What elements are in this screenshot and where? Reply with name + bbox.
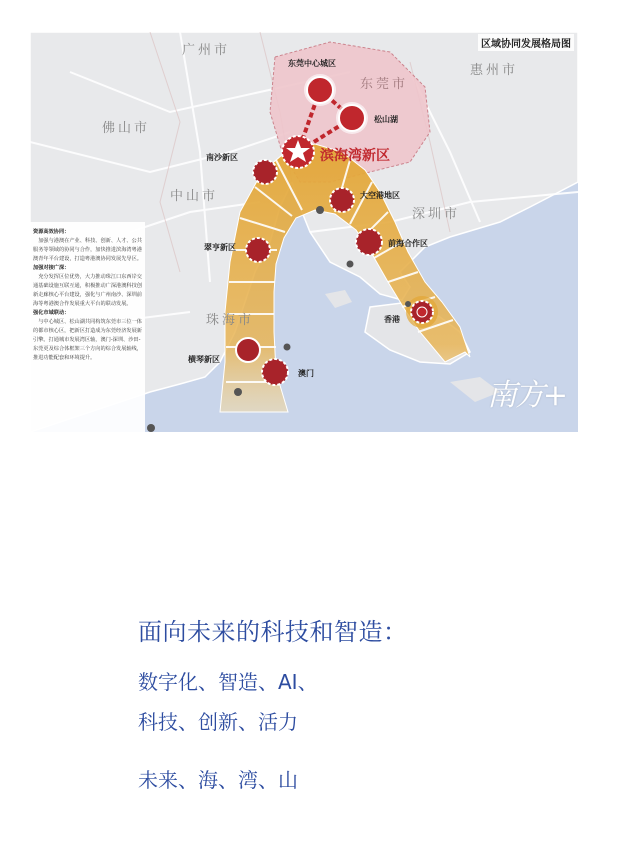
node-cuiheng (246, 238, 270, 262)
regional-development-map (30, 32, 578, 432)
city-label-guangzhou: 广州市 (182, 43, 231, 58)
node-label-nansha: 南沙新区 (206, 153, 238, 162)
node-qianhai (356, 229, 382, 255)
node-songshan-lake (336, 102, 368, 134)
city-label-dongguan: 东莞市 (360, 77, 409, 92)
sidebar-heading: 强化市域联动： (33, 310, 70, 316)
sidebar-heading: 资源高效协同： (33, 229, 70, 235)
node-nansha (253, 160, 277, 184)
city-label-zhongshan: 中山市 (170, 189, 219, 204)
nanfang-plus-watermark: 南方+ (486, 378, 566, 413)
city-label-shenzhen: 深圳市 (412, 207, 461, 222)
map-title: 区域协同发展格局图 (478, 34, 574, 51)
node-label-macau: 澳门 (298, 369, 314, 378)
node-binhaiwan (282, 136, 314, 168)
sidebar-paragraph: 加强与港澳在产业、科技、创新、人才、公共服务等领域的协同与合作，加快推进滨海湾粤港澳青年平台建设，打造粤港澳协同发展先导区。 (33, 238, 142, 262)
node-label-hongkong: 香港 (384, 315, 400, 324)
node-hongkong (406, 296, 438, 328)
sidebar-paragraph: 与中心城区、松山湖共同构筑东莞市三位一体的都市核心区，把新区打造成为东莞经济发展新引擎。打通城市发展湾区轴，澳门-深圳、沙田-东莞更及综合体框架三个方向的综合发展轴线，推进功能配套和环境提升。 (33, 319, 142, 361)
node-label-cuiheng: 翠亨新区 (204, 243, 236, 252)
caption-line-3: 未来、海、湾、山 (138, 768, 298, 792)
city-label-zhuhai: 珠海市 (206, 313, 255, 328)
node-label-hengqin: 横琴新区 (188, 355, 220, 364)
caption-line-2: 科技、创新、活力 (138, 710, 298, 734)
caption-title: 面向未来的科技和智造： (138, 618, 408, 646)
node-hengqin (236, 338, 260, 362)
sidebar-heading: 加强对接广深： (33, 265, 70, 271)
node-label-songshan-lake: 松山湖 (374, 115, 398, 124)
node-label-qianhai: 前海合作区 (388, 239, 428, 248)
node-macau (262, 359, 288, 385)
caption-line-1: 数字化、智造、AI、 (138, 670, 318, 694)
node-label-binhaiwan: 滨海湾新区 (320, 148, 390, 164)
map-sidebar-text (30, 222, 145, 432)
city-label-huizhou: 惠州市 (470, 63, 519, 78)
node-label-dakonggang: 大空港地区 (360, 191, 400, 200)
node-dongguan-center (304, 74, 336, 106)
sidebar-paragraph: 充分发挥区位优势，大力推动珠江口东西岸交通基础设施互联互通，积极推动广深港澳科技创新走廊核心平台建设，强化与广州南沙、深圳前海等粤港澳合作发展重大平台的联动发展。 (33, 274, 142, 307)
node-dakonggang (330, 188, 354, 212)
city-label-foshan: 佛山市 (102, 121, 151, 136)
node-label-dongguan-center: 东莞中心城区 (288, 59, 336, 68)
